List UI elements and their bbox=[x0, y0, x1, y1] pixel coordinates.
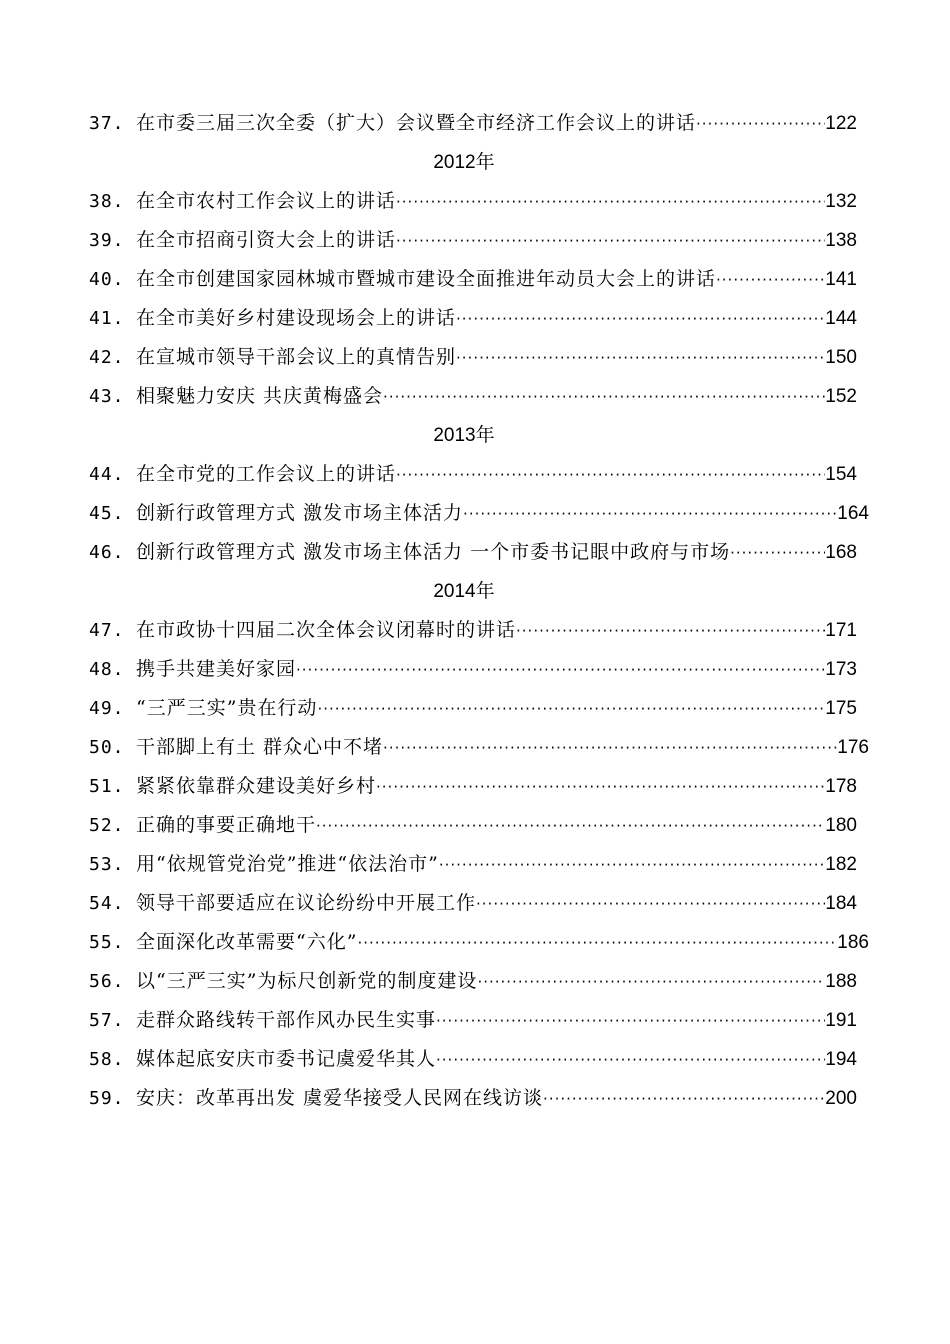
entry-page-number: 144 bbox=[825, 308, 857, 329]
toc-entry[interactable] bbox=[89, 494, 869, 533]
entry-page-number: 164 bbox=[837, 503, 869, 524]
entry-page-number: 186 bbox=[837, 932, 869, 953]
entry-title: 在全市农村工作会议上的讲话 bbox=[136, 190, 397, 212]
entry-title: 创新行政管理方式 激发市场主体活力 一个市委书记眼中政府与市场 bbox=[136, 541, 731, 563]
entry-title: 正确的事要正确地干 bbox=[136, 814, 317, 836]
entry-title: 在全市美好乡村建设现场会上的讲话 bbox=[136, 307, 457, 329]
entry-number: 37. bbox=[89, 113, 125, 134]
toc-entry[interactable] bbox=[89, 299, 869, 338]
dot-leader bbox=[383, 729, 837, 767]
toc-entry[interactable] bbox=[89, 338, 869, 377]
entry-number: 59. bbox=[89, 1088, 125, 1109]
entry-title: 在全市创建国家园林城市暨城市建设全面推进年动员大会上的讲话 bbox=[136, 268, 717, 290]
entry-page-number: 122 bbox=[825, 113, 857, 134]
toc-entry[interactable] bbox=[89, 767, 869, 806]
toc-entry[interactable] bbox=[89, 962, 869, 1001]
year-heading: 2012年 bbox=[433, 152, 495, 173]
toc-entry[interactable] bbox=[89, 1079, 869, 1118]
dot-leader bbox=[357, 924, 837, 962]
entry-title: 在市政协十四届二次全体会议闭幕时的讲话 bbox=[136, 619, 517, 641]
entry-title: “三严三实”贵在行动 bbox=[136, 697, 318, 719]
entry-title: 创新行政管理方式 激发市场主体活力 bbox=[136, 502, 464, 524]
entry-title: 媒体起底安庆市委书记虞爱华其人 bbox=[136, 1048, 437, 1070]
entry-number: 43. bbox=[89, 386, 125, 407]
toc-entry[interactable] bbox=[89, 806, 869, 845]
dot-leader bbox=[439, 846, 825, 884]
toc-entry[interactable] bbox=[89, 689, 869, 728]
entry-page-number: 152 bbox=[825, 386, 857, 407]
entry-number: 54. bbox=[89, 893, 125, 914]
entry-page-number: 175 bbox=[825, 698, 857, 719]
dot-leader bbox=[477, 963, 825, 1001]
entry-title: 相聚魅力安庆 共庆黄梅盛会 bbox=[136, 385, 384, 407]
toc-entry[interactable] bbox=[89, 845, 869, 884]
dot-leader bbox=[296, 651, 825, 689]
dot-leader bbox=[456, 300, 825, 338]
dot-leader bbox=[316, 807, 825, 845]
entry-page-number: 171 bbox=[825, 620, 857, 641]
year-heading: 2014年 bbox=[433, 581, 495, 602]
toc-entry[interactable] bbox=[89, 923, 869, 962]
entry-number: 44. bbox=[89, 464, 125, 485]
dot-leader bbox=[476, 885, 825, 923]
entry-page-number: 173 bbox=[825, 659, 857, 680]
entry-title: 在宣城市领导干部会议上的真情告别 bbox=[136, 346, 457, 368]
dot-leader bbox=[696, 105, 825, 143]
entry-page-number: 154 bbox=[825, 464, 857, 485]
toc-entry[interactable] bbox=[89, 533, 869, 572]
entry-title: 领导干部要适应在议论纷纷中开展工作 bbox=[136, 892, 477, 914]
toc-entry[interactable] bbox=[89, 1040, 869, 1079]
entry-title: 走群众路线转干部作风办民生实事 bbox=[136, 1009, 437, 1031]
toc-entry[interactable] bbox=[89, 104, 869, 143]
dot-leader bbox=[396, 222, 825, 260]
toc-entry[interactable] bbox=[89, 182, 869, 221]
entry-number: 53. bbox=[89, 854, 125, 875]
toc-entry[interactable] bbox=[89, 260, 869, 299]
toc-entry[interactable] bbox=[89, 650, 869, 689]
entry-number: 58. bbox=[89, 1049, 125, 1070]
toc-entry[interactable] bbox=[89, 455, 869, 494]
entry-title: 携手共建美好家园 bbox=[136, 658, 297, 680]
entry-number: 42. bbox=[89, 347, 125, 368]
entry-title: 全面深化改革需要“六化” bbox=[136, 931, 358, 953]
entry-number: 45. bbox=[89, 503, 125, 524]
entry-title: 紧紧依靠群众建设美好乡村 bbox=[136, 775, 377, 797]
entry-page-number: 141 bbox=[825, 269, 857, 290]
dot-leader bbox=[436, 1041, 825, 1079]
entry-page-number: 150 bbox=[825, 347, 857, 368]
entry-page-number: 178 bbox=[825, 776, 857, 797]
entry-number: 47. bbox=[89, 620, 125, 641]
entry-number: 57. bbox=[89, 1010, 125, 1031]
entry-title: 用“依规管党治党”推进“依法治市” bbox=[136, 853, 439, 875]
entry-number: 50. bbox=[89, 737, 125, 758]
table-of-contents bbox=[89, 104, 869, 1118]
entry-title: 在全市招商引资大会上的讲话 bbox=[136, 229, 397, 251]
entry-page-number: 188 bbox=[825, 971, 857, 992]
entry-number: 40. bbox=[89, 269, 125, 290]
entry-page-number: 168 bbox=[825, 542, 857, 563]
toc-entry[interactable] bbox=[89, 611, 869, 650]
entry-number: 52. bbox=[89, 815, 125, 836]
entry-title: 在市委三届三次全委（扩大）会议暨全市经济工作会议上的讲话 bbox=[136, 112, 697, 134]
toc-entry[interactable] bbox=[89, 1001, 869, 1040]
dot-leader bbox=[383, 378, 825, 416]
dot-leader bbox=[463, 495, 837, 533]
entry-page-number: 138 bbox=[825, 230, 857, 251]
toc-entry[interactable] bbox=[89, 377, 869, 416]
dot-leader bbox=[317, 690, 825, 728]
dot-leader bbox=[396, 456, 825, 494]
entry-page-number: 180 bbox=[825, 815, 857, 836]
dot-leader bbox=[543, 1080, 825, 1118]
entry-page-number: 184 bbox=[825, 893, 857, 914]
entry-number: 38. bbox=[89, 191, 125, 212]
entry-number: 39. bbox=[89, 230, 125, 251]
toc-entry[interactable] bbox=[89, 884, 869, 923]
dot-leader bbox=[456, 339, 825, 377]
dot-leader bbox=[376, 768, 825, 806]
entry-number: 46. bbox=[89, 542, 125, 563]
entry-page-number: 176 bbox=[837, 737, 869, 758]
entry-page-number: 191 bbox=[825, 1010, 857, 1031]
dot-leader bbox=[516, 612, 825, 650]
entry-number: 56. bbox=[89, 971, 125, 992]
entry-number: 41. bbox=[89, 308, 125, 329]
entry-number: 48. bbox=[89, 659, 125, 680]
entry-number: 55. bbox=[89, 932, 125, 953]
entry-title: 在全市党的工作会议上的讲话 bbox=[136, 463, 397, 485]
entry-title: 干部脚上有土 群众心中不堵 bbox=[136, 736, 384, 758]
dot-leader bbox=[396, 183, 825, 221]
entry-page-number: 200 bbox=[825, 1088, 857, 1109]
toc-entry[interactable] bbox=[89, 221, 869, 260]
dot-leader bbox=[716, 261, 825, 299]
entry-page-number: 194 bbox=[825, 1049, 857, 1070]
toc-entry[interactable] bbox=[89, 728, 869, 767]
entry-number: 51. bbox=[89, 776, 125, 797]
entry-page-number: 132 bbox=[825, 191, 857, 212]
entry-page-number: 182 bbox=[825, 854, 857, 875]
dot-leader bbox=[436, 1002, 825, 1040]
dot-leader bbox=[730, 534, 825, 572]
entry-title: 以“三严三实”为标尺创新党的制度建设 bbox=[136, 970, 478, 992]
year-heading: 2013年 bbox=[433, 425, 495, 446]
entry-title: 安庆：改革再出发 虞爱华接受人民网在线访谈 bbox=[136, 1087, 544, 1109]
entry-number: 49. bbox=[89, 698, 125, 719]
